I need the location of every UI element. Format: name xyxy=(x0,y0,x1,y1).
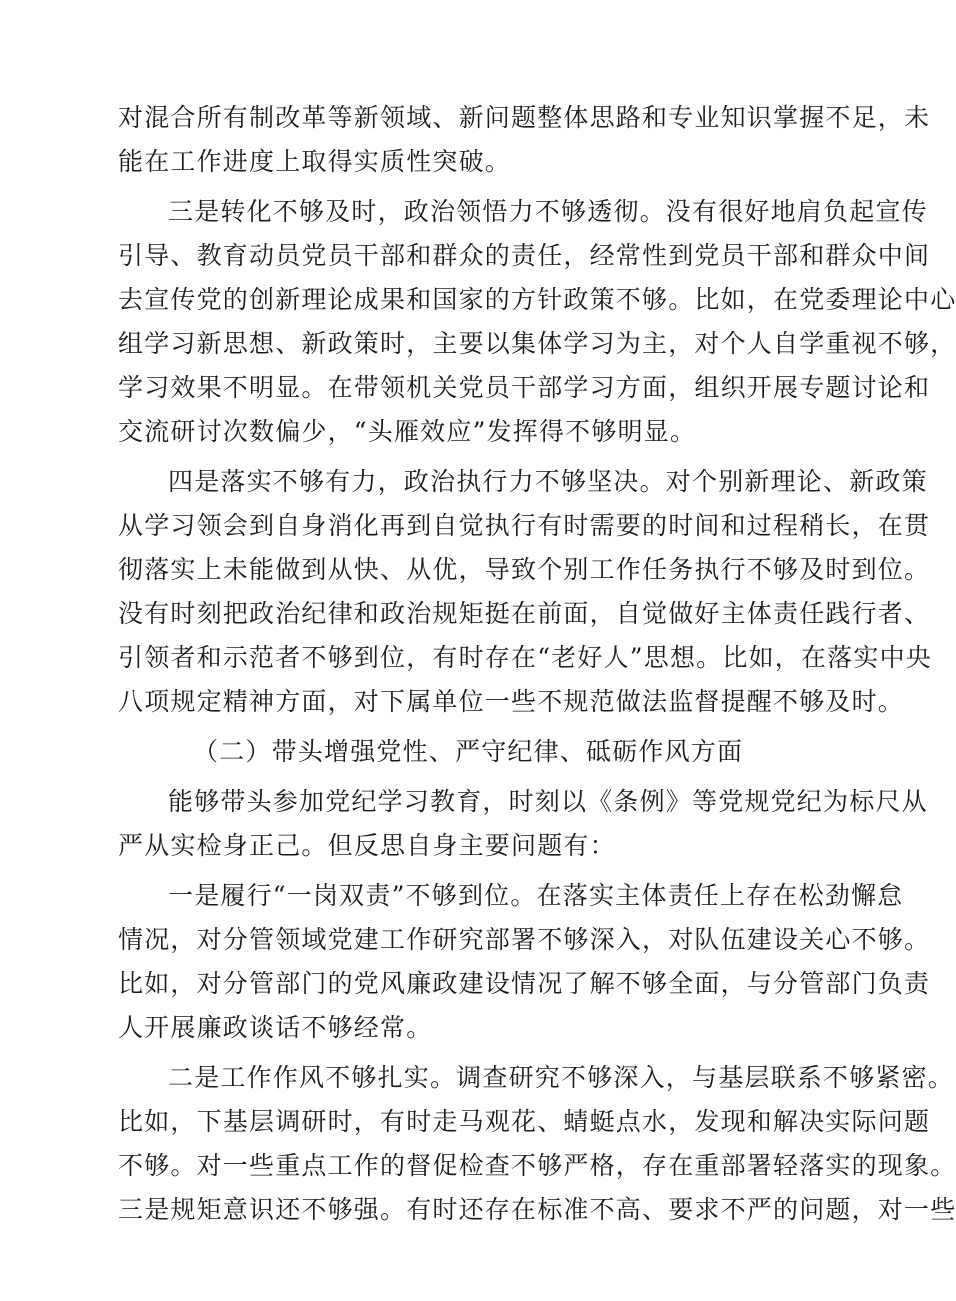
paragraph-start: 三是转化不够及时，政治领悟力不够透彻。没有很好地肩负起宣传 xyxy=(168,197,928,226)
body-line: 引导、教育动员党员干部和群众的责任，经常性到党员干部和群众中间 xyxy=(118,241,931,270)
body-line: 没有时刻把政治纪律和政治规矩挺在前面，自觉做好主体责任践行者、 xyxy=(118,599,931,628)
paragraph-start: 能够带头参加党纪学习教育，时刻以《条例》等党规党纪为标尺从 xyxy=(168,787,928,816)
body-line: 情况，对分管领域党建工作研究部署不够深入，对队伍建设关心不够。 xyxy=(118,925,931,954)
body-line: 引领者和示范者不够到位，有时存在“老好人”思想。比如，在落实中央 xyxy=(118,643,932,672)
body-line: 学习效果不明显。在带领机关党员干部学习方面，组织开展专题讨论和 xyxy=(118,373,931,402)
paragraph-start: 二是工作作风不够扎实。调查研究不够深入，与基层联系不够紧密。 xyxy=(168,1063,955,1092)
document-body xyxy=(118,96,956,1232)
body-line: 比如，下基层调研时，有时走马观花、蜻蜓点水，发现和解决实际问题 xyxy=(118,1107,931,1136)
paragraph-start: 一是履行“一岗双责”不够到位。在落实主体责任上存在松劲懈怠 xyxy=(168,881,904,910)
body-line: 不够。对一些重点工作的督促检查不够严格，存在重部署轻落实的现象。 xyxy=(118,1151,956,1180)
body-line: 组学习新思想、新政策时，主要以集体学习为主，对个人自学重视不够， xyxy=(118,329,956,358)
body-line: 彻落实上未能做到从快、从优，导致个别工作任务执行不够及时到位。 xyxy=(118,555,931,584)
body-line: 三是规矩意识还不够强。有时还存在标准不高、要求不严的问题，对一些 xyxy=(118,1195,956,1224)
body-line: 人开展廉政谈话不够经常。 xyxy=(118,1013,433,1042)
section-heading: （二）带头增强党性、严守纪律、砥砺作风方面 xyxy=(193,737,744,766)
body-line: 去宣传党的创新理论成果和国家的方针政策不够。比如，在党委理论中心 xyxy=(118,285,956,314)
paragraph-start: 四是落实不够有力，政治执行力不够坚决。对个别新理论、新政策 xyxy=(168,467,928,496)
body-line: 八项规定精神方面，对下属单位一些不规范做法监督提醒不够及时。 xyxy=(118,687,905,716)
body-line: 对混合所有制改革等新领域、新问题整体思路和专业知识掌握不足，未 xyxy=(118,103,931,132)
body-line: 严从实检身正己。但反思自身主要问题有： xyxy=(118,831,616,860)
body-line: 比如，对分管部门的党风廉政建设情况了解不够全面，与分管部门负责 xyxy=(118,969,931,998)
body-line: 从学习领会到自身消化再到自觉执行有时需要的时间和过程稍长，在贯 xyxy=(118,511,931,540)
body-line: 能在工作进度上取得实质性突破。 xyxy=(118,147,512,176)
body-line: 交流研讨次数偏少，“头雁效应”发挥得不够明显。 xyxy=(118,417,697,446)
